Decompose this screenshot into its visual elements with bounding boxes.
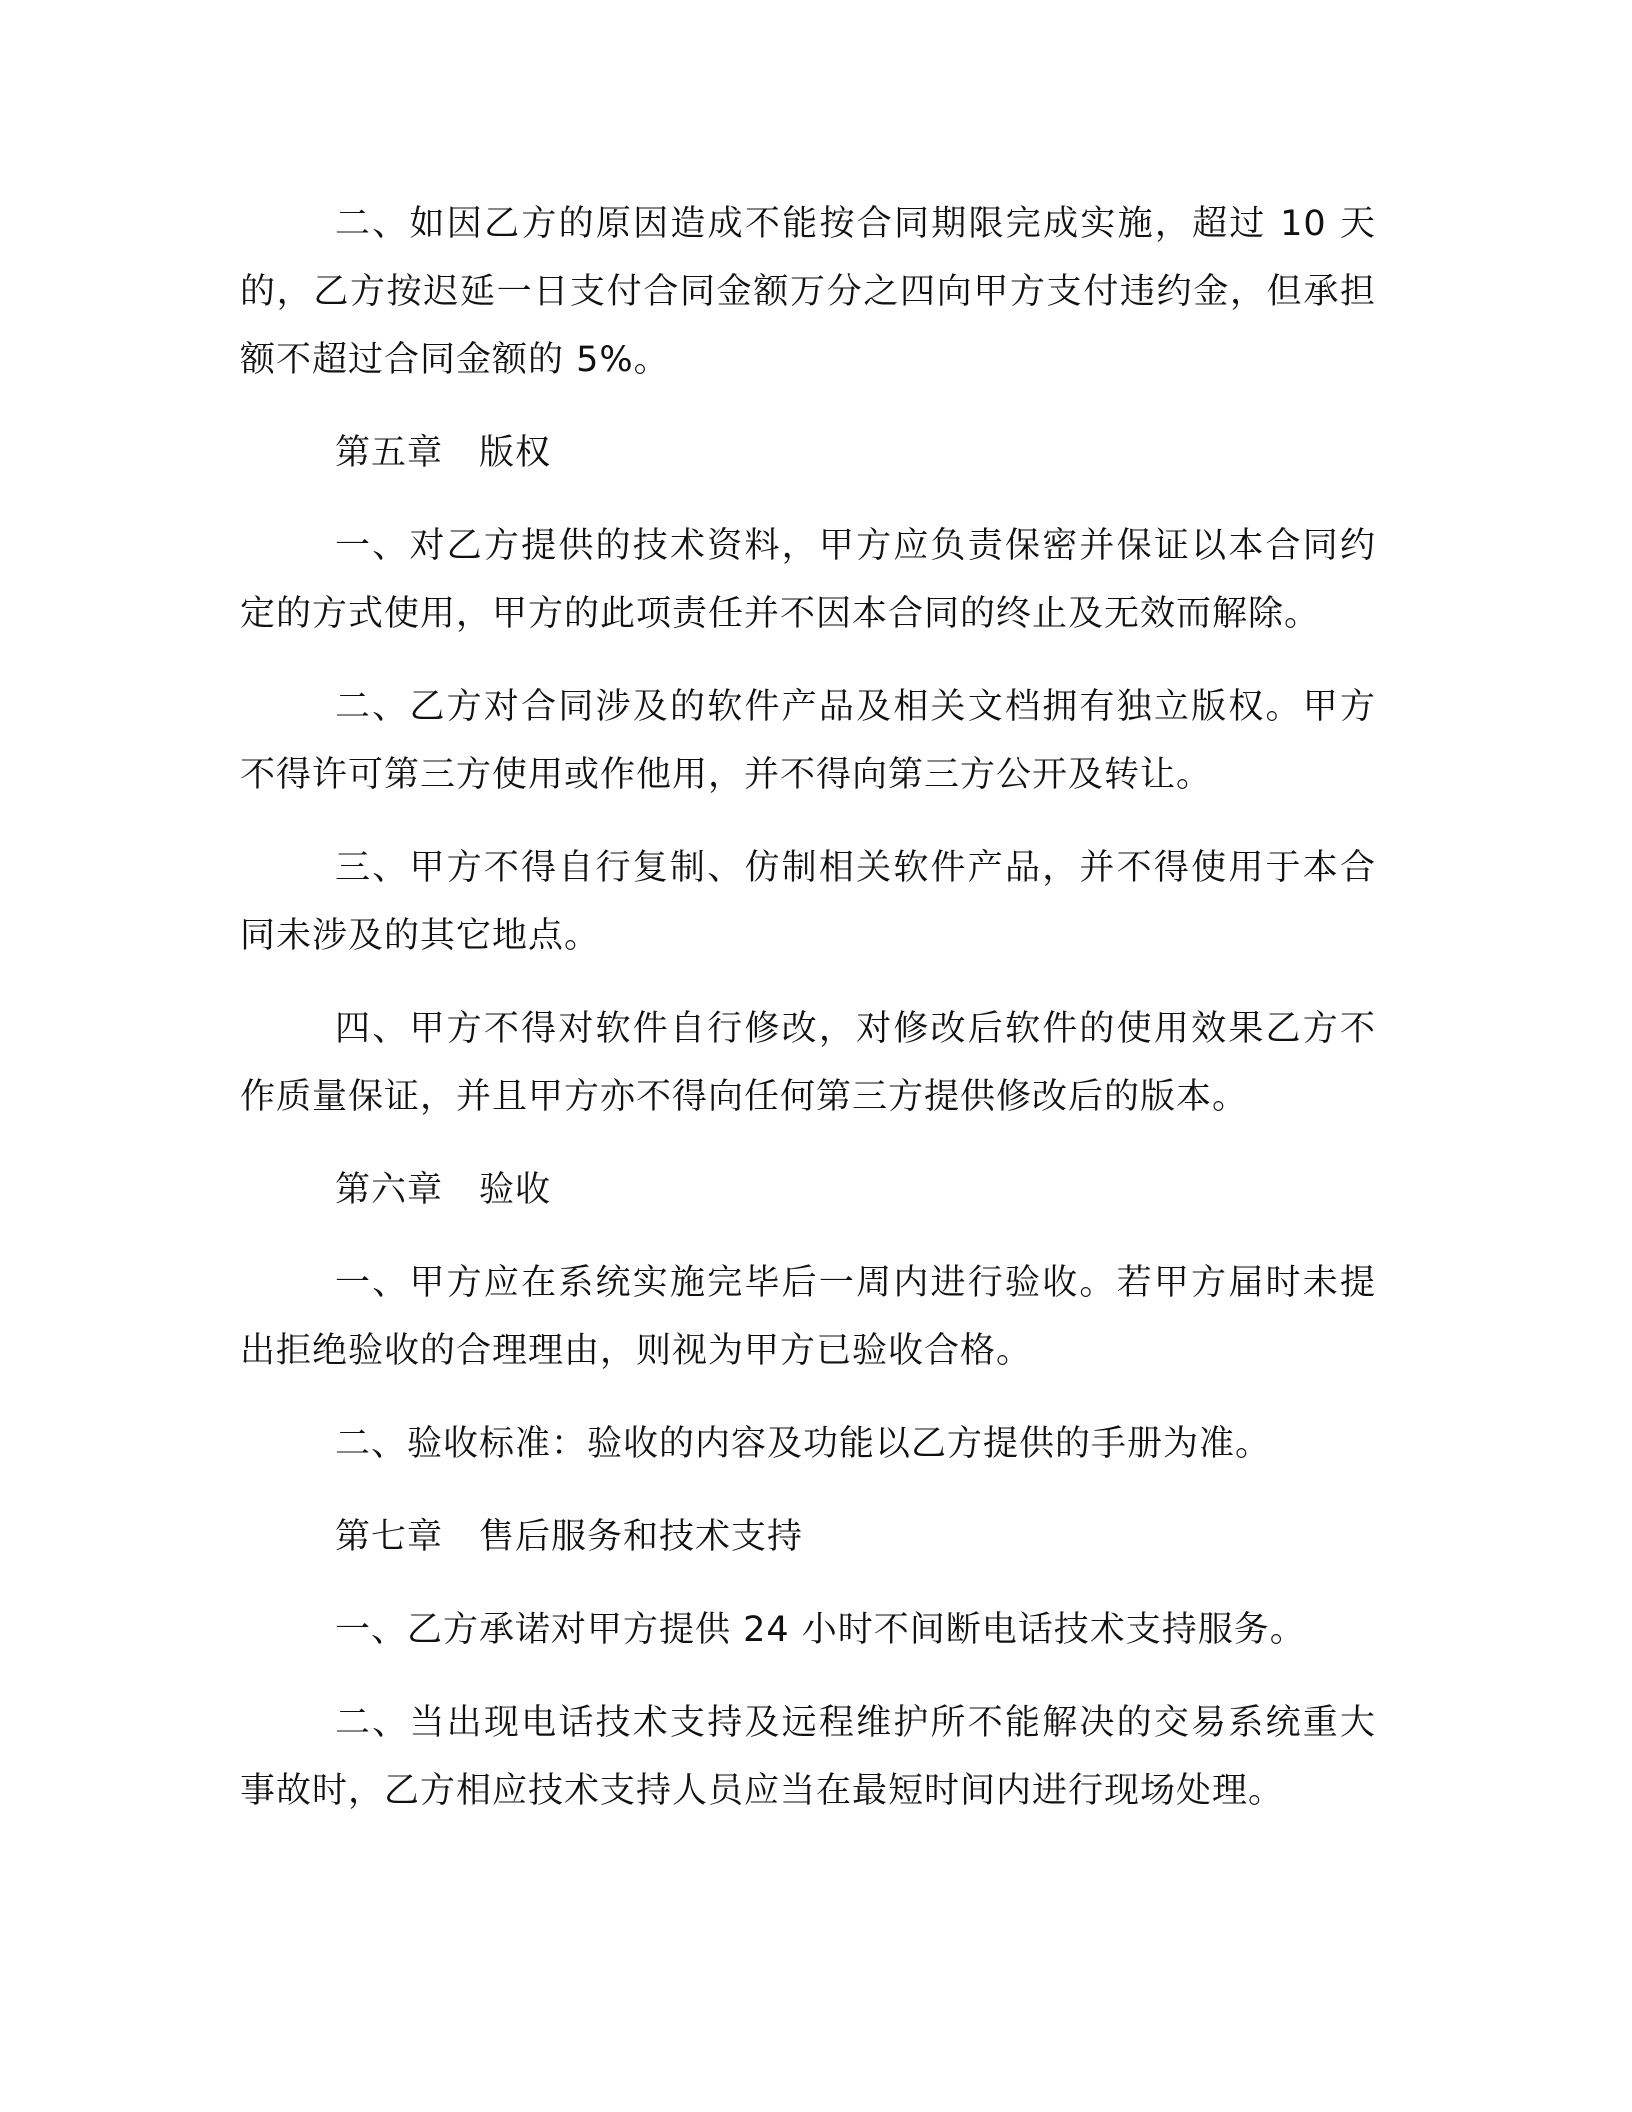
paragraph-copyright-1: 一、对乙方提供的技术资料，甲方应负责保密并保证以本合同约定的方式使用，甲方的此项责任并不因本合同的终止及无效而解除。 <box>240 526 1376 634</box>
paragraph-acceptance-2: 二、验收标准：验收的内容及功能以乙方提供的手册为准。 <box>335 1424 1272 1464</box>
chapter-heading-copyright: 第五章 版权 <box>335 433 552 473</box>
paragraph-copyright-2: 二、乙方对合同涉及的软件产品及相关文档拥有独立版权。甲方不得许可第三方使用或作他用，并不得向第三方公开及转让。 <box>240 687 1376 795</box>
paragraph-copyright-4: 四、甲方不得对软件自行修改，对修改后软件的使用效果乙方不作质量保证，并且甲方亦不得向任何第三方提供修改后的版本。 <box>240 1009 1376 1117</box>
chapter-heading-support: 第七章 售后服务和技术支持 <box>335 1517 804 1557</box>
chapter-heading-acceptance: 第六章 验收 <box>335 1170 552 1210</box>
paragraph-copyright-3: 三、甲方不得自行复制、仿制相关软件产品，并不得使用于本合同未涉及的其它地点。 <box>240 848 1376 956</box>
document-page <box>240 190 1376 1850</box>
paragraph-breach-penalty: 二、如因乙方的原因造成不能按合同期限完成实施，超过 10 天的，乙方按迟延一日支付合同金额万分之四向甲方支付违约金，但承担额不超过合同金额的 5%。 <box>240 204 1376 380</box>
paragraph-support-1: 一、乙方承诺对甲方提供 24 小时不间断电话技术支持服务。 <box>335 1610 1306 1650</box>
paragraph-acceptance-1: 一、甲方应在系统实施完毕后一周内进行验收。若甲方届时未提出拒绝验收的合理理由，则视为甲方已验收合格。 <box>240 1263 1376 1371</box>
paragraph-support-2: 二、当出现电话技术支持及远程维护所不能解决的交易系统重大事故时，乙方相应技术支持人员应当在最短时间内进行现场处理。 <box>240 1703 1376 1811</box>
